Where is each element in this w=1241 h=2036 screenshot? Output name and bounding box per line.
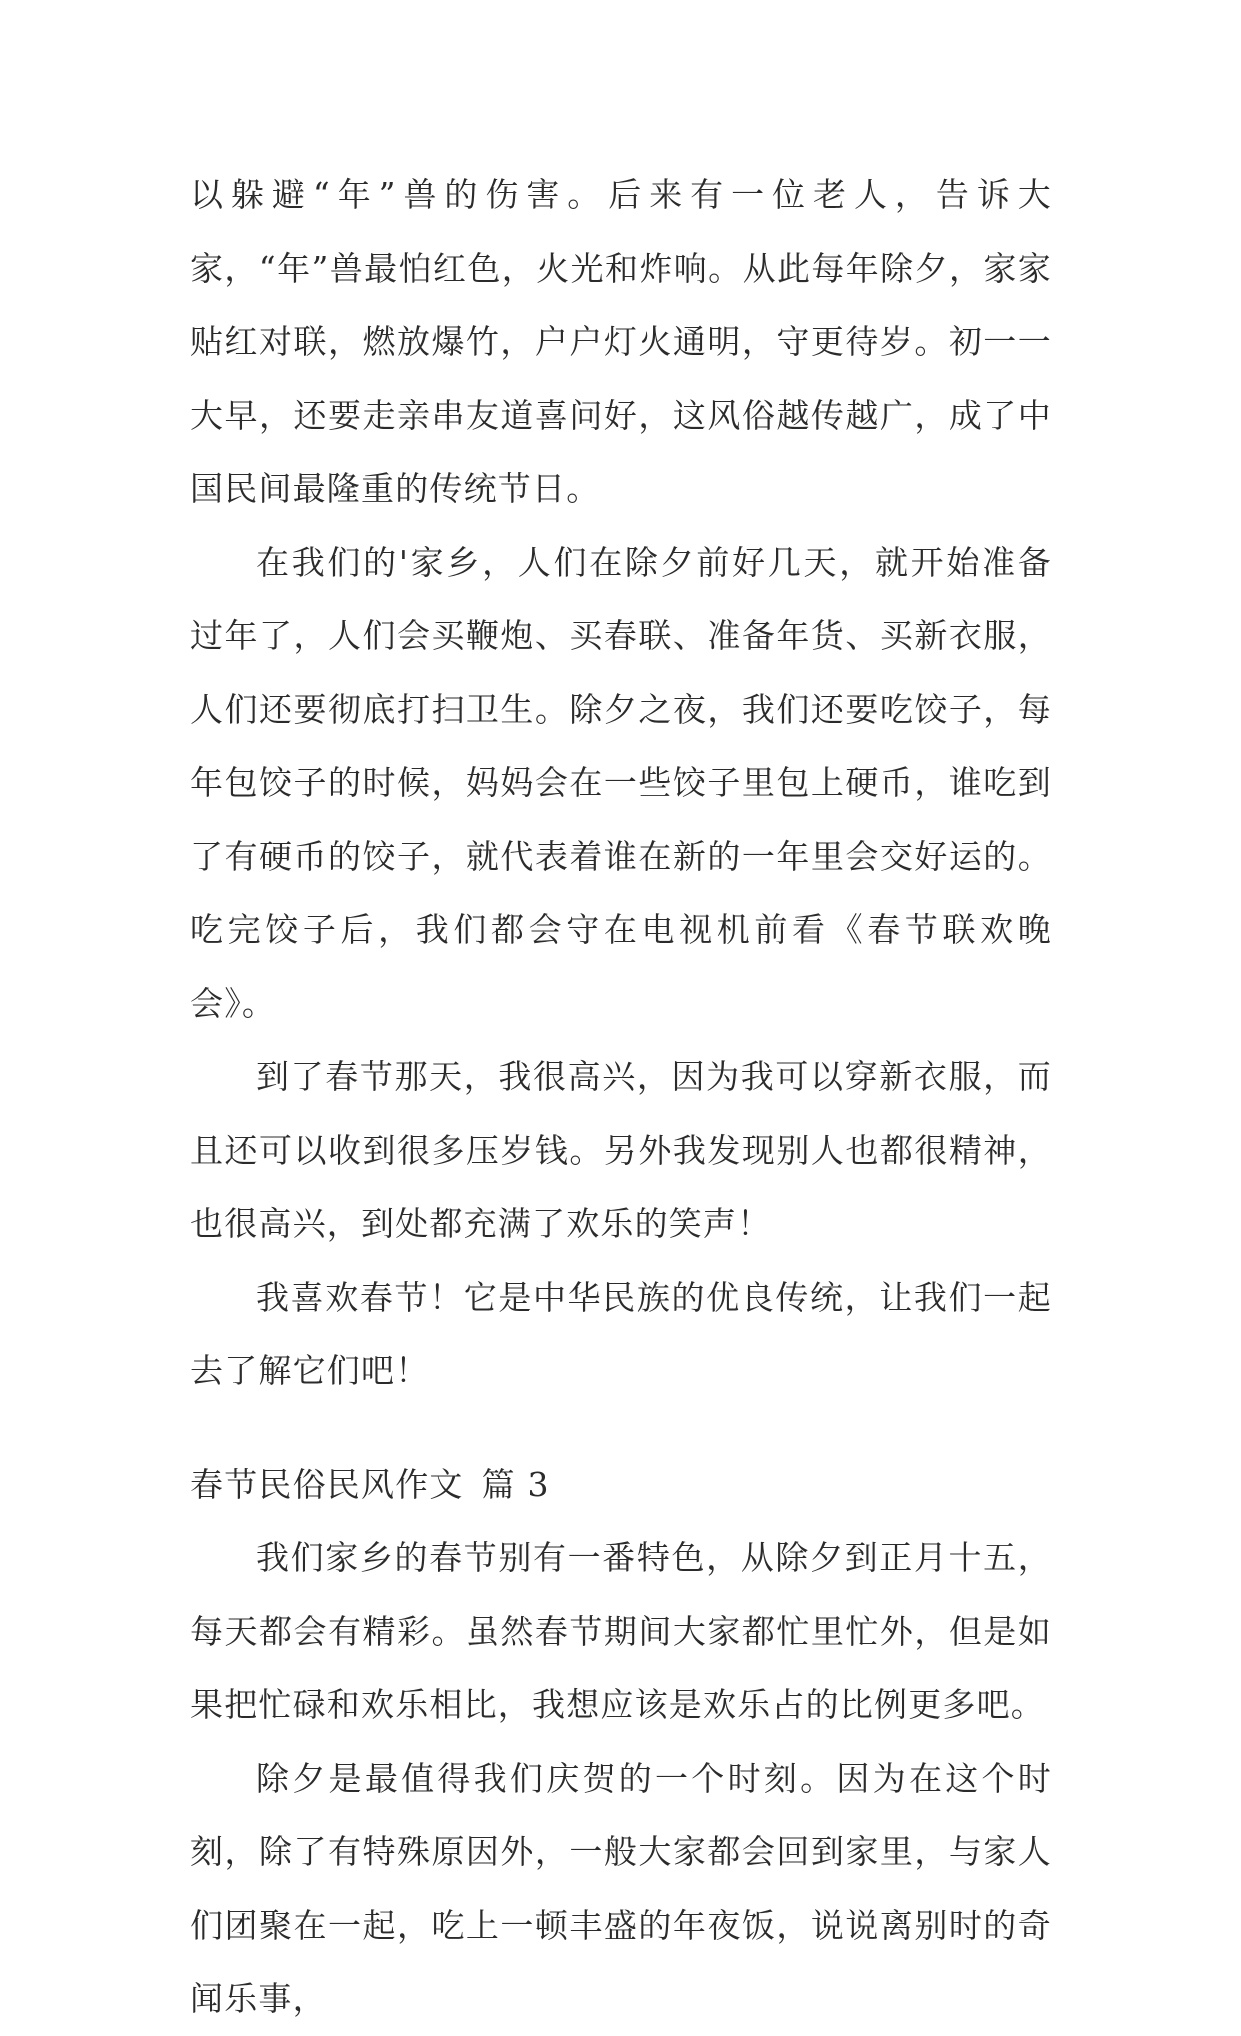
continued-paragraph: 以躲避“年”兽的伤害。后来有一位老人，告诉大家，“年”兽最怕红色，火光和炸响。从此每年除夕，家家贴红对联，燃放爆竹，户户灯火通明，守更待岁。初一一大早，还要走亲串友道喜问好，这风俗越传越广，成了中国民间最隆重的传统节日。 xyxy=(190,175,1052,508)
section-title: 春节民俗民风作文 xyxy=(190,1464,464,1504)
section-label: 篇 3 xyxy=(481,1464,550,1504)
paragraph-spring-festival-day: 到了春节那天，我很高兴，因为我可以穿新衣服，而且还可以收到很多压岁钱。另外我发现别人也都很精神，也很高兴，到处都充满了欢乐的笑声！ xyxy=(190,1057,1052,1243)
paragraph-hometown-festival: 我们家乡的春节别有一番特色，从除夕到正月十五，每天都会有精彩。虽然春节期间大家都忙里忙外，但是如果把忙碌和欢乐相比，我想应该是欢乐占的比例更多吧。 xyxy=(190,1538,1052,1724)
paragraph-preparation: 在我们的'家乡，人们在除夕前好几天，就开始准备过年了，人们会买鞭炮、买春联、准备年货、买新衣服，人们还要彻底打扫卫生。除夕之夜，我们还要吃饺子，每年包饺子的时候，妈妈会在一些饺子里包上硬币，谁吃到了有硬币的饺子，就代表着谁在新的一年里会交好运的。吃完饺子后，我们都会守在电视机前看《春节联欢晚会》。 xyxy=(190,542,1052,1023)
section-heading xyxy=(190,1448,1052,1522)
paragraph-conclusion: 我喜欢春节！它是中华民族的优良传统，让我们一起去了解它们吧！ xyxy=(190,1277,1052,1390)
paragraph-new-years-eve: 除夕是最值得我们庆贺的一个时刻。因为在这个时刻，除了有特殊原因外，一般大家都会回到家里，与家人们团聚在一起，吃上一顿丰盛的年夜饭，说说离别时的奇闻乐事， xyxy=(190,1758,1052,2018)
section-spacer xyxy=(190,1408,1052,1448)
